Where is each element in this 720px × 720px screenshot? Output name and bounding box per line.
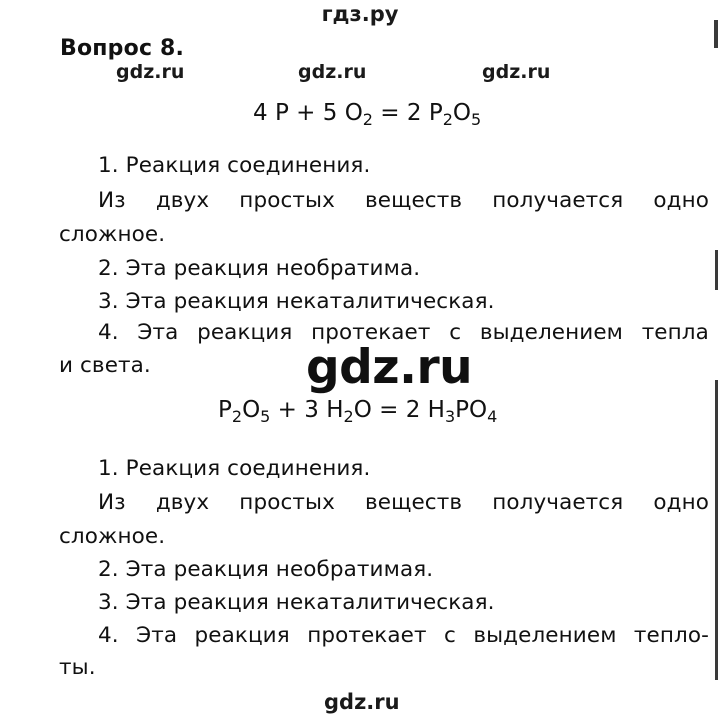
eq1-coef-1: 4 — [253, 100, 268, 126]
r1-explain-word: одно — [653, 188, 709, 213]
r2-explain — [98, 490, 709, 515]
r2-item4-word: тепло- — [633, 623, 709, 648]
eq2-species-1b: O — [242, 397, 261, 423]
r2-item-2: 2. Эта реакция необратимая. — [98, 557, 434, 582]
r2-item4-word: реакция — [194, 623, 290, 648]
eq2-sub-3b: 4 — [487, 407, 498, 426]
r1-explain-word: Из — [98, 188, 126, 213]
eq1-species-3a: P — [428, 100, 443, 126]
r2-explain-word: веществ — [365, 490, 463, 515]
eq2-species-3a: H — [427, 397, 445, 423]
watermark-footer: gdz.ru — [324, 690, 400, 714]
r2-item4-word: с — [444, 623, 456, 648]
r1-item-4-cont: и света. — [59, 353, 151, 378]
eq1-coef-2: 5 — [322, 100, 338, 126]
r1-explain — [98, 188, 709, 213]
watermark-top-center: gdz.ru — [298, 61, 367, 83]
eq1-species-2: O — [344, 100, 363, 126]
eq1-species-1: P — [274, 100, 289, 126]
r1-item-1: 1. Реакция соединения. — [98, 153, 371, 178]
r1-explain-word: получается — [492, 188, 624, 213]
eq2-species-2b: O — [353, 397, 372, 423]
eq1-equals: = — [380, 100, 400, 126]
eq1-coef-3: 2 — [406, 100, 422, 126]
r2-explain-word: Из — [98, 490, 126, 515]
eq2-species-2a: H — [326, 397, 344, 423]
r1-item4-word: Эта — [137, 320, 179, 345]
r2-explain-word: одно — [653, 490, 709, 515]
r1-explain-cont: сложное. — [59, 222, 166, 247]
eq1-species-3b: O — [452, 100, 472, 126]
r2-item-4 — [98, 623, 709, 648]
watermark-top-right: gdz.ru — [482, 61, 551, 83]
eq2-sub-1b: 5 — [260, 407, 271, 426]
eq2-sub-2a: 2 — [343, 407, 354, 426]
r2-explain-word: простых — [239, 490, 335, 515]
r2-item-1: 1. Реакция соединения. — [98, 456, 371, 481]
eq1-plus: + — [296, 100, 316, 126]
watermark-center-large: gdz.ru — [306, 340, 473, 395]
eq2-coef-3: 2 — [405, 397, 421, 423]
eq2-sub-3a: 3 — [444, 407, 456, 426]
r1-item4-word: выделением — [479, 320, 623, 345]
scan-edge-mark — [714, 20, 718, 48]
scan-edge-mark — [715, 250, 718, 290]
r1-explain-word: простых — [239, 188, 335, 213]
r1-explain-word: двух — [155, 188, 210, 213]
r1-item4-word: тепла — [641, 320, 709, 345]
eq1-sub-3b: 5 — [471, 110, 482, 129]
watermark-top-left: gdz.ru — [116, 61, 185, 83]
eq2-coef-2: 3 — [304, 397, 319, 423]
r2-explain-cont: сложное. — [59, 524, 166, 549]
r1-item-2: 2. Эта реакция необратима. — [98, 256, 421, 281]
r1-item4-word: 4. — [98, 320, 119, 345]
r2-explain-word: двух — [155, 490, 210, 515]
r1-explain-word: веществ — [365, 188, 463, 213]
eq1-sub-2: 2 — [362, 110, 373, 129]
eq2-plus: + — [277, 397, 297, 423]
r2-explain-word: получается — [492, 490, 624, 515]
r1-item4-word: протекает — [311, 320, 431, 345]
eq2-sub-1a: 2 — [231, 407, 243, 426]
eq2-equals: = — [379, 397, 399, 423]
r1-item-3: 3. Эта реакция некаталитическая. — [98, 289, 495, 314]
eq2-species-3b: PO — [455, 397, 488, 423]
r2-item-4-cont: ты. — [59, 655, 96, 680]
r1-item4-word: с — [449, 320, 462, 345]
eq1-sub-3a: 2 — [442, 110, 453, 129]
equation-1 — [253, 100, 482, 129]
equation-2 — [218, 397, 498, 426]
r2-item4-word: 4. — [98, 623, 119, 648]
r2-item4-word: выделением — [473, 623, 617, 648]
r1-item4-word: реакция — [197, 320, 293, 345]
r2-item-3: 3. Эта реакция некаталитическая. — [98, 590, 495, 615]
question-title: Вопрос 8. — [60, 36, 185, 61]
scan-edge-mark — [715, 380, 718, 680]
r2-item4-word: Эта — [136, 623, 178, 648]
site-header[interactable]: гдз.ру — [321, 2, 399, 26]
r2-item4-word: протекает — [307, 623, 427, 648]
eq2-species-1a: P — [218, 397, 232, 423]
